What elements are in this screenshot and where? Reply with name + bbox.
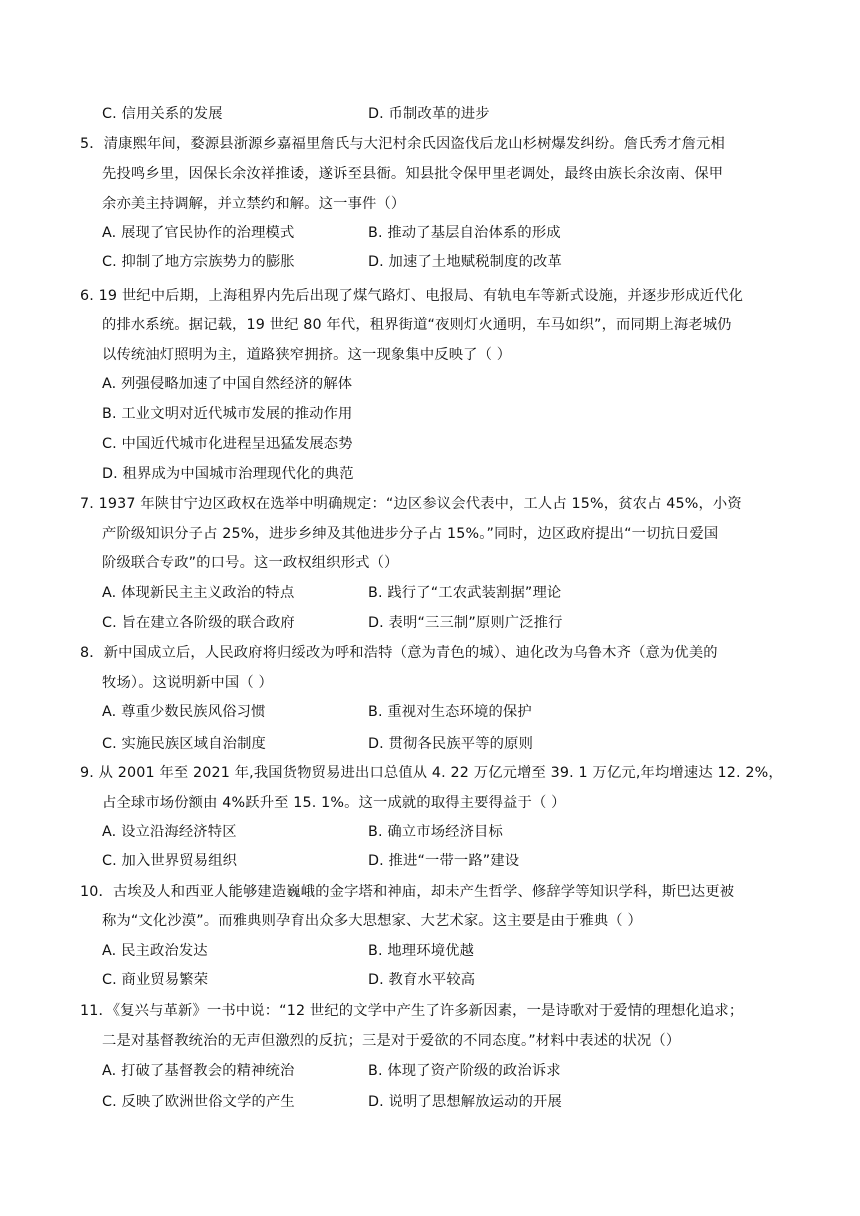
q11-stem-line-2: 二是对基督教统治的无声但激烈的反抗；三是对于爱欲的不同态度。”材料中表述的状况（） — [102, 1033, 681, 1049]
q6-stem-line-2: 的排水系统。据记载，19 世纪 80 年代，租界街道“夜则灯火通明，车马如织”，而同期上海老城仍 — [102, 317, 732, 333]
q6-option-a[interactable]: A. 列强侵略加速了中国自然经济的解体 — [102, 376, 353, 392]
q10-stem-line-2: 称为“文化沙漠”。而雅典则孕育出众多大思想家、大艺术家。这主要是由于雅典（ ） — [102, 913, 642, 929]
q7-option-a[interactable]: A. 体现新民主主义政治的特点 — [102, 585, 295, 601]
q8-options-ab — [0, 701, 860, 723]
q10-options-ab — [0, 940, 860, 962]
q9-option-b[interactable]: B. 确立市场经济目标 — [368, 824, 503, 840]
q7-stem-line-1: 7. 1937 年陕甘宁边区政权在选举中明确规定：“边区参议会代表中，工人占 15%，贫农占 45%，小资 — [80, 496, 742, 512]
q8-stem-line-2: 牧场）。这说明新中国（ ） — [102, 675, 273, 691]
q5-option-c[interactable]: C. 抑制了地方宗族势力的膨胀 — [102, 254, 295, 270]
q11-options-ab — [0, 1060, 860, 1082]
q9-option-c[interactable]: C. 加入世界贸易组织 — [102, 853, 238, 869]
q8-stem-line-1: 8．新中国成立后，人民政府将归绥改为呼和浩特（意为青色的城）、迪化改为乌鲁木齐（意为优美的 — [80, 645, 718, 661]
q7-stem-line-3: 阶级联合专政”的口号。这一政权组织形式（） — [102, 555, 399, 571]
q9-stem-line-1: 9. 从 2001 年至 2021 年,我国货物贸易进出口总值从 4. 22 万亿元增至 39. 1 万亿元,年均增速达 12. 2%， — [80, 765, 783, 781]
q7-options-cd — [0, 612, 860, 634]
q11-option-c[interactable]: C. 反映了欧洲世俗文学的产生 — [102, 1094, 295, 1110]
q7-option-c[interactable]: C. 旨在建立各阶级的联合政府 — [102, 615, 295, 631]
q8-option-b[interactable]: B. 重视对生态环境的保护 — [368, 704, 532, 720]
q5-stem-line-3: 余亦美主持调解，并立禁约和解。这一事件（） — [102, 196, 406, 212]
q9-stem-line-2: 占全球市场份额由 4%跃升至 15. 1%。这一成就的取得主要得益于（ ） — [102, 795, 566, 811]
q5-option-a[interactable]: A. 展现了官民协作的治理模式 — [102, 225, 295, 241]
q6-option-c[interactable]: C. 中国近代城市化进程呈迅猛发展态势 — [102, 436, 353, 452]
q6-stem-line-3: 以传统油灯照明为主，道路狭窄拥挤。这一现象集中反映了（ ） — [102, 347, 512, 363]
q5-option-d[interactable]: D. 加速了土地赋税制度的改革 — [368, 254, 562, 270]
q4-option-c[interactable]: C. 信用关系的发展 — [102, 106, 223, 122]
q10-options-cd — [0, 969, 860, 991]
q4-options-cd — [0, 103, 860, 125]
q11-stem-line-1: 11．《复兴与革新》一书中说：“12 世纪的文学中产生了许多新因素，一是诗歌对于爱情的理想化追求； — [80, 1003, 744, 1019]
q10-option-c[interactable]: C. 商业贸易繁荣 — [102, 972, 209, 988]
q8-option-c[interactable]: C. 实施民族区域自治制度 — [102, 736, 266, 752]
q7-option-b[interactable]: B. 践行了“工农武装割据”理论 — [368, 585, 562, 601]
q10-option-a[interactable]: A. 民主政治发达 — [102, 943, 208, 959]
q11-option-d[interactable]: D. 说明了思想解放运动的开展 — [368, 1094, 562, 1110]
q5-stem-line-1: 5．清康熙年间，婺源县浙源乡嘉福里詹氏与大汜村余氏因盗伐后龙山杉树爆发纠纷。詹氏秀才詹元相 — [80, 136, 725, 152]
q9-option-d[interactable]: D. 推进“一带一路”建设 — [368, 853, 520, 869]
q10-option-d[interactable]: D. 教育水平较高 — [368, 972, 476, 988]
q11-option-b[interactable]: B. 体现了资产阶级的政治诉求 — [368, 1063, 561, 1079]
q6-stem-line-1: 6. 19 世纪中后期，上海租界内先后出现了煤气路灯、电报局、有轨电车等新式设施，并逐步形成近代化 — [80, 288, 744, 304]
q9-options-cd — [0, 850, 860, 872]
q9-options-ab — [0, 821, 860, 843]
q5-options-cd — [0, 251, 860, 273]
q5-stem-line-2: 先投鸣乡里，因保长余汝祥推诿，遂诉至县衙。知县批令保甲里老调处，最终由族长余汝南、保甲 — [102, 166, 724, 182]
q8-option-a[interactable]: A. 尊重少数民族风俗习惯 — [102, 704, 266, 720]
q7-stem-line-2: 产阶级知识分子占 25%，进步乡绅及其他进步分子占 15%。”同时，边区政府提出“一切抗日爱国 — [102, 526, 719, 542]
q5-options-ab — [0, 222, 860, 244]
q8-options-cd — [0, 733, 860, 755]
q5-option-b[interactable]: B. 推动了基层自治体系的形成 — [368, 225, 561, 241]
q4-option-d[interactable]: D. 币制改革的进步 — [368, 106, 490, 122]
q6-option-b[interactable]: B. 工业文明对近代城市发展的推动作用 — [102, 406, 353, 422]
q10-stem-line-1: 10．古埃及人和西亚人能够建造巍峨的金字塔和神庙，却未产生哲学、修辞学等知识学科，斯巴达更被 — [80, 884, 735, 900]
q9-option-a[interactable]: A. 设立沿海经济特区 — [102, 824, 237, 840]
q7-options-ab — [0, 582, 860, 604]
q11-options-cd — [0, 1091, 860, 1113]
q10-option-b[interactable]: B. 地理环境优越 — [368, 943, 475, 959]
q7-option-d[interactable]: D. 表明“三三制”原则广泛推行 — [368, 615, 563, 631]
q11-option-a[interactable]: A. 打破了基督教会的精神统治 — [102, 1063, 295, 1079]
q8-option-d[interactable]: D. 贯彻各民族平等的原则 — [368, 736, 534, 752]
q6-option-d[interactable]: D. 租界成为中国城市治理现代化的典范 — [102, 466, 354, 482]
